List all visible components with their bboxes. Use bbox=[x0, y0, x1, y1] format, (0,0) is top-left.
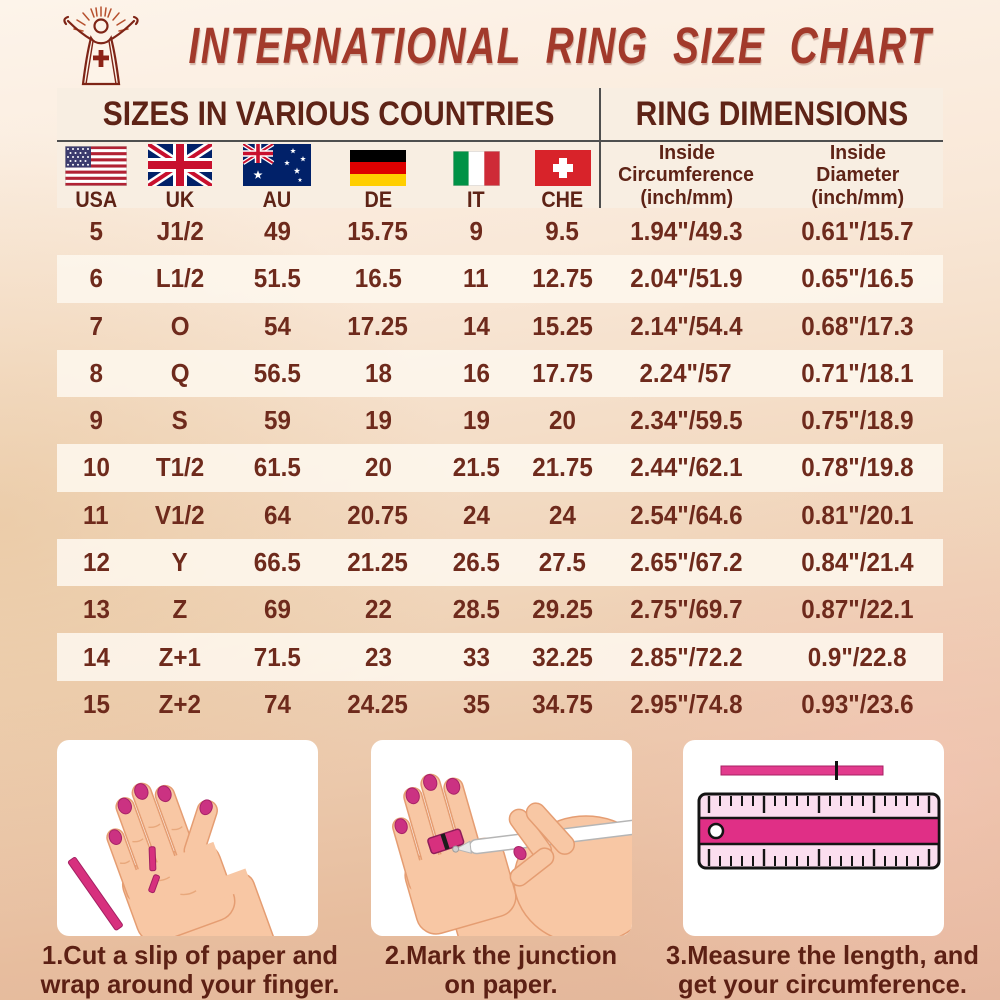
table-cell: Q bbox=[170, 357, 190, 388]
table-cell: 0.9"/22.8 bbox=[808, 641, 907, 672]
table-cell: 9 bbox=[469, 216, 483, 247]
table-row bbox=[57, 492, 943, 539]
table-cell: 0.71"/18.1 bbox=[801, 357, 914, 388]
table-cell: 0.61"/15.7 bbox=[801, 216, 914, 247]
table-cell: 2.44"/62.1 bbox=[629, 452, 743, 483]
country-column-usa bbox=[57, 144, 135, 213]
table-cell: 11 bbox=[463, 263, 489, 294]
table-cell: 24 bbox=[462, 499, 490, 530]
table-cell: 28.5 bbox=[452, 594, 500, 625]
inside-circumference-header: Inside Circumference (inch/mm) bbox=[618, 142, 755, 209]
table-header bbox=[57, 88, 943, 212]
country-column-de bbox=[329, 144, 427, 213]
country-flags-row bbox=[57, 144, 600, 212]
table-cell: 5 bbox=[89, 216, 103, 247]
table-cell: 0.93"/23.6 bbox=[801, 688, 914, 719]
table-row bbox=[57, 681, 943, 728]
table-cell: 12.75 bbox=[532, 263, 593, 294]
table-cell: 64 bbox=[263, 499, 291, 530]
table-cell: 54 bbox=[263, 310, 291, 341]
table-cell: 20 bbox=[549, 405, 576, 436]
country-label: USA bbox=[75, 187, 117, 212]
instruction-panel-1 bbox=[57, 740, 318, 936]
germany-flag-icon bbox=[350, 150, 406, 186]
table-row bbox=[57, 633, 943, 680]
ruler-measure-illustration-panel bbox=[683, 740, 944, 936]
country-column-che bbox=[525, 144, 600, 213]
country-column-it bbox=[427, 144, 525, 213]
table-cell: 19 bbox=[462, 405, 490, 436]
usa-flag-icon bbox=[65, 146, 127, 186]
table-cell: 74 bbox=[263, 688, 291, 719]
table-cell: O bbox=[170, 310, 190, 341]
italy-flag-icon bbox=[453, 151, 500, 186]
table-cell: 35 bbox=[462, 688, 490, 719]
table-cell: 69 bbox=[263, 594, 291, 625]
instruction-panel-2 bbox=[371, 740, 632, 936]
table-cell: 11 bbox=[83, 499, 109, 530]
table-cell: 15.25 bbox=[532, 310, 593, 341]
ruler-illustration bbox=[683, 740, 944, 936]
instruction-caption-1: 1.Cut a slip of paper and wrap around your finger. bbox=[40, 940, 340, 1000]
table-cell: 2.34"/59.5 bbox=[629, 405, 743, 436]
table-cell: 21.5 bbox=[452, 452, 500, 483]
table-cell: T1/2 bbox=[155, 452, 205, 483]
table-body bbox=[57, 208, 943, 728]
page-title: INTERNATIONAL RING SIZE CHART bbox=[188, 16, 932, 74]
country-label: DE bbox=[364, 187, 392, 212]
table-cell: 24 bbox=[549, 499, 576, 530]
country-label: UK bbox=[165, 187, 195, 212]
table-cell: 71.5 bbox=[253, 641, 301, 672]
table-cell: 26.5 bbox=[452, 546, 500, 577]
table-cell: 15.75 bbox=[347, 216, 409, 247]
table-cell: 21.25 bbox=[347, 546, 409, 577]
country-column-uk bbox=[135, 144, 225, 213]
table-row bbox=[57, 539, 943, 586]
table-row bbox=[57, 208, 943, 255]
table-cell: 56.5 bbox=[253, 357, 301, 388]
table-cell: 34.75 bbox=[532, 688, 593, 719]
table-cell: 17.75 bbox=[532, 357, 593, 388]
table-cell: 2.85"/72.2 bbox=[629, 641, 743, 672]
jesus-logo-icon bbox=[42, 5, 160, 87]
table-cell: 10 bbox=[82, 452, 110, 483]
table-cell: 16 bbox=[462, 357, 490, 388]
table-row bbox=[57, 303, 943, 350]
table-cell: 0.84"/21.4 bbox=[801, 546, 914, 577]
table-row bbox=[57, 350, 943, 397]
table-cell: 22 bbox=[364, 594, 392, 625]
header-title-area bbox=[150, 0, 970, 90]
table-cell: 19 bbox=[364, 405, 392, 436]
table-cell: J1/2 bbox=[156, 216, 204, 247]
table-cell: 2.75"/69.7 bbox=[629, 594, 743, 625]
table-cell: 20.75 bbox=[347, 499, 409, 530]
table-cell: 14 bbox=[462, 310, 490, 341]
table-cell: Y bbox=[171, 546, 189, 577]
table-cell: 24.25 bbox=[347, 688, 409, 719]
table-cell: 2.95"/74.8 bbox=[629, 688, 743, 719]
table-cell: 0.65"/16.5 bbox=[801, 263, 914, 294]
table-cell: 9.5 bbox=[545, 216, 580, 247]
table-cell: 59 bbox=[263, 405, 291, 436]
ring-size-table bbox=[57, 88, 943, 728]
table-cell: 8 bbox=[89, 357, 103, 388]
country-label: CHE bbox=[541, 187, 584, 212]
table-cell: 2.04"/51.9 bbox=[629, 263, 743, 294]
instruction-caption-3: 3.Measure the length, and get your circumference. bbox=[666, 940, 979, 1000]
table-cell: 16.5 bbox=[354, 263, 402, 294]
marking-paper-on-finger-illustration bbox=[371, 740, 632, 936]
table-cell: 29.25 bbox=[532, 594, 593, 625]
country-label: AU bbox=[262, 187, 292, 212]
country-label: IT bbox=[467, 187, 485, 212]
table-cell: 51.5 bbox=[253, 263, 301, 294]
table-cell: L1/2 bbox=[155, 263, 205, 294]
table-cell: 2.24"/57 bbox=[639, 357, 733, 388]
table-cell: 2.54"/64.6 bbox=[629, 499, 743, 530]
instruction-caption-2: 2.Mark the junction on paper. bbox=[384, 940, 618, 1000]
hand-with-paper-strip-illustration bbox=[57, 740, 318, 936]
table-row bbox=[57, 255, 943, 302]
dimensions-section-title: RING DIMENSIONS bbox=[635, 95, 909, 133]
table-cell: 66.5 bbox=[253, 546, 301, 577]
table-cell: 15 bbox=[82, 688, 110, 719]
table-cell: 2.14"/54.4 bbox=[629, 310, 743, 341]
table-cell: 27.5 bbox=[538, 546, 587, 577]
australia-flag-icon bbox=[243, 144, 311, 186]
table-cell: V1/2 bbox=[155, 499, 205, 530]
table-cell: 17.25 bbox=[347, 310, 409, 341]
table-cell: 7 bbox=[89, 310, 103, 341]
country-column-au bbox=[225, 144, 329, 213]
table-cell: 12 bbox=[82, 546, 110, 577]
table-cell: 20 bbox=[364, 452, 392, 483]
table-cell: 18 bbox=[364, 357, 392, 388]
table-cell: 9 bbox=[89, 405, 103, 436]
switzerland-flag-icon bbox=[535, 150, 591, 186]
table-cell: 0.87"/22.1 bbox=[801, 594, 914, 625]
table-cell: 49 bbox=[263, 216, 291, 247]
table-row bbox=[57, 397, 943, 444]
table-cell: 1.94"/49.3 bbox=[629, 216, 743, 247]
table-cell: Z+2 bbox=[158, 688, 202, 719]
table-row bbox=[57, 444, 943, 491]
table-cell: Z bbox=[172, 594, 188, 625]
table-cell: 23 bbox=[364, 641, 392, 672]
table-cell: 0.68"/17.3 bbox=[801, 310, 914, 341]
table-row bbox=[57, 586, 943, 633]
table-cell: 6 bbox=[89, 263, 103, 294]
table-cell: 14 bbox=[82, 641, 110, 672]
table-cell: 2.65"/67.2 bbox=[629, 546, 743, 577]
table-cell: 0.75"/18.9 bbox=[801, 405, 914, 436]
table-cell: S bbox=[171, 405, 189, 436]
dimension-headers-row bbox=[601, 142, 943, 209]
table-cell: 32.25 bbox=[532, 641, 593, 672]
uk-flag-icon bbox=[148, 144, 212, 186]
table-cell: 0.81"/20.1 bbox=[801, 499, 914, 530]
countries-section-title: SIZES IN VARIOUS COUNTRIES bbox=[102, 95, 555, 133]
table-cell: 13 bbox=[82, 594, 110, 625]
table-cell: 61.5 bbox=[253, 452, 301, 483]
table-cell: 21.75 bbox=[532, 452, 593, 483]
table-cell: Z+1 bbox=[158, 641, 202, 672]
table-cell: 0.78"/19.8 bbox=[801, 452, 914, 483]
inside-diameter-header: Inside Diameter (inch/mm) bbox=[811, 142, 904, 209]
table-cell: 33 bbox=[462, 641, 490, 672]
